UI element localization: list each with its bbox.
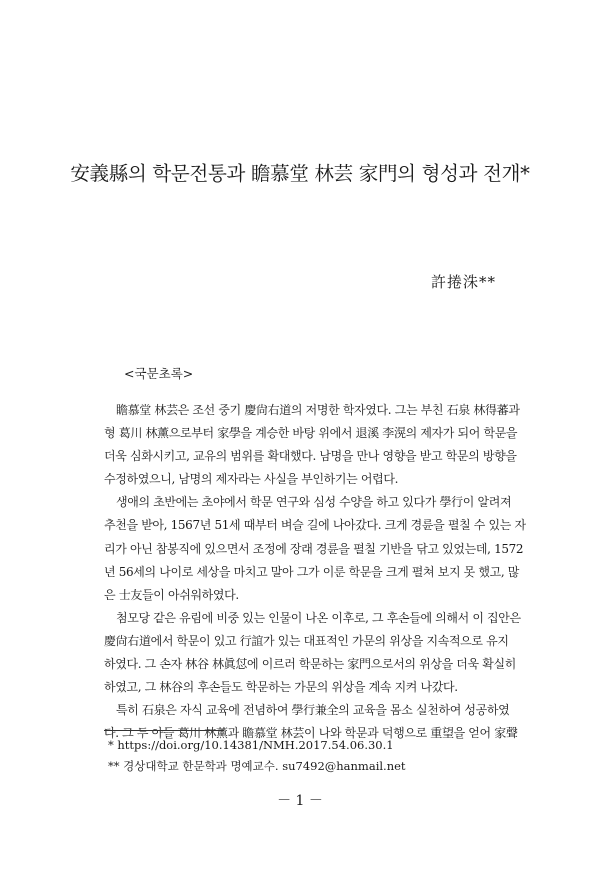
text-line: 다. 그 두 아들 葛川 林薰과 瞻慕堂 林芸이 나와 학문과 덕행으로 重望을 얻어 家聲 xyxy=(104,726,518,741)
author-name: 許捲洙** xyxy=(430,273,496,291)
text-line: 년 56세의 나이로 세상을 마치고 말아 그가 이룬 학문을 크게 펼쳐 보지 못 했고, 많 xyxy=(104,564,520,579)
text-line: 慶尙右道에서 학문이 있고 行誼가 있는 대표적인 가문의 위상을 지속적으로 유지 xyxy=(104,633,509,648)
text-line: 생애의 초반에는 초야에서 학문 연구와 심성 수양을 하고 있다가 學行이 알려져 xyxy=(116,495,512,510)
text-line: 하였고, 그 林谷의 후손들도 학문하는 가문의 위상을 계속 지켜 나갔다. xyxy=(104,680,458,695)
abstract-heading: <국문초록> xyxy=(124,366,194,381)
text-line: 더욱 심화시키고, 교유의 범위를 확대했다. 남명을 만나 영향을 받고 학문의 방향을 xyxy=(104,449,517,464)
abstract-body xyxy=(104,399,548,745)
text-line: 瞻慕堂 林芸은 조선 중기 慶尙右道의 저명한 학자였다. 그는 부친 石泉 林得蕃과 xyxy=(116,403,520,417)
text-line: 첨모당 같은 유림에 비중 있는 인물이 나온 이후로, 그 후손들에 의해서 이 집안은 xyxy=(116,610,521,625)
footnotes xyxy=(108,735,406,777)
page-number: － 1 － xyxy=(277,793,323,809)
text-line: 수정하였으니, 남명의 제자라는 사실을 부인하기는 어렵다. xyxy=(104,472,399,487)
text-line: 형 葛川 林薰으로부터 家學을 계승한 바탕 위에서 退溪 李滉의 제자가 되어 학문을 xyxy=(104,426,518,441)
footnote-divider xyxy=(104,730,224,731)
paper-title: 安義縣의 학문전통과 瞻慕堂 林芸 家門의 형성과 전개* xyxy=(70,162,530,185)
footnote-author-affiliation: ** 경상대학교 한문학과 명예교수. su7492@hanmail.net xyxy=(108,759,406,773)
text-line: 특히 石泉은 자식 교육에 전념하여 學行兼全의 교육을 몸소 실천하여 성공하였 xyxy=(116,703,510,718)
text-line: 하였다. 그 손자 林谷 林眞怤에 이르러 학문하는 家門으로서의 위상을 더욱 확실히 xyxy=(104,657,516,672)
text-line: 은 士友들이 아쉬워하였다. xyxy=(104,587,239,602)
footnote-doi: * https://doi.org/10.14381/NMH.2017.54.06.30.1 xyxy=(108,738,394,752)
text-line: 리가 아닌 참봉직에 있으면서 조정에 장래 경륜을 펼칠 기반을 닦고 있었는데, 1572 xyxy=(104,541,524,556)
text-line: 추천을 받아, 1567년 51세 때부터 벼슬 길에 나아갔다. 크게 경륜을 펼칠 수 있는 자 xyxy=(104,518,526,533)
